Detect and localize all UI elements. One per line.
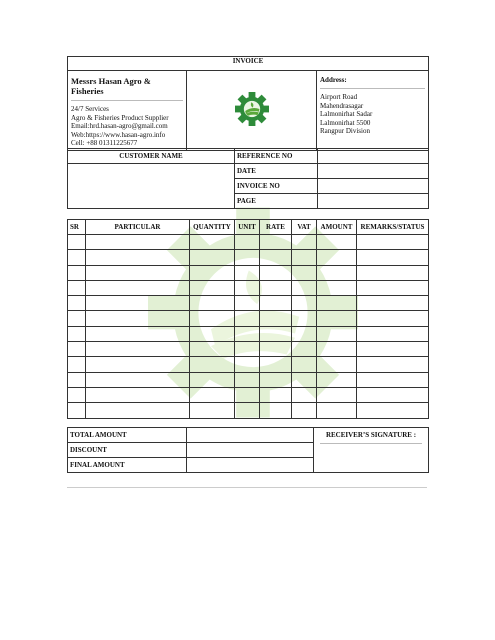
item-cell[interactable]: [235, 296, 260, 311]
table-row: [68, 250, 429, 265]
table-row: [68, 403, 429, 418]
item-cell[interactable]: [86, 357, 190, 372]
item-cell[interactable]: [190, 265, 235, 280]
final-amount-value[interactable]: [187, 458, 314, 473]
item-cell[interactable]: [235, 357, 260, 372]
receiver-signature-label: RECEIVER’S SIGNATURE :: [325, 431, 417, 439]
gear-leaf-logo-icon: [235, 92, 269, 126]
table-row: [68, 296, 429, 311]
table-row: [68, 235, 429, 250]
company-block: [68, 71, 187, 151]
item-cell[interactable]: [357, 296, 429, 311]
item-cell[interactable]: [190, 357, 235, 372]
item-cell[interactable]: [292, 357, 317, 372]
item-cell[interactable]: [86, 250, 190, 265]
total-amount-value[interactable]: [187, 428, 314, 443]
page-label: PAGE: [235, 194, 318, 209]
page-value[interactable]: [318, 194, 429, 209]
item-cell[interactable]: [68, 357, 86, 372]
item-cell[interactable]: [190, 403, 235, 418]
items-table: [67, 219, 429, 419]
item-cell[interactable]: [86, 387, 190, 402]
item-cell[interactable]: [292, 372, 317, 387]
item-cell[interactable]: [235, 372, 260, 387]
item-cell[interactable]: [317, 265, 357, 280]
item-cell[interactable]: [190, 387, 235, 402]
table-row: [68, 342, 429, 357]
col-sr: SR: [68, 220, 86, 235]
item-cell[interactable]: [190, 342, 235, 357]
item-cell[interactable]: [292, 280, 317, 295]
customer-info-table: [67, 148, 429, 209]
item-cell[interactable]: [260, 357, 292, 372]
col-vat: VAT: [292, 220, 317, 235]
address-line: Lalmonirhat 5500: [320, 118, 371, 127]
item-cell[interactable]: [235, 403, 260, 418]
item-cell[interactable]: [260, 403, 292, 418]
item-cell[interactable]: [190, 235, 235, 250]
logo-cell: [187, 71, 317, 151]
company-line: Email:hrd.hasan-agro@gmail.com: [71, 122, 168, 131]
item-cell[interactable]: [68, 326, 86, 341]
item-cell[interactable]: [260, 326, 292, 341]
total-amount-label: TOTAL AMOUNT: [68, 428, 187, 443]
table-row: [68, 387, 429, 402]
invoice-no-value[interactable]: [318, 179, 429, 194]
item-cell[interactable]: [292, 265, 317, 280]
item-cell[interactable]: [317, 372, 357, 387]
item-cell[interactable]: [260, 372, 292, 387]
item-cell[interactable]: [68, 235, 86, 250]
invoice-title: INVOICE: [68, 57, 429, 71]
item-cell[interactable]: [357, 326, 429, 341]
item-cell[interactable]: [260, 280, 292, 295]
item-cell[interactable]: [292, 311, 317, 326]
item-cell[interactable]: [235, 342, 260, 357]
table-row: [68, 372, 429, 387]
item-cell[interactable]: [190, 296, 235, 311]
totals-table: [67, 427, 429, 473]
item-cell[interactable]: [317, 403, 357, 418]
table-row: [68, 326, 429, 341]
item-cell[interactable]: [317, 357, 357, 372]
table-row: [68, 357, 429, 372]
item-cell[interactable]: [86, 311, 190, 326]
item-cell[interactable]: [292, 387, 317, 402]
item-cell[interactable]: [235, 311, 260, 326]
item-cell[interactable]: [260, 342, 292, 357]
item-cell[interactable]: [317, 387, 357, 402]
company-name: Messrs Hasan Agro & Fisheries: [71, 76, 151, 96]
item-cell[interactable]: [86, 326, 190, 341]
customer-name-label: CUSTOMER NAME: [68, 149, 235, 164]
item-cell[interactable]: [68, 372, 86, 387]
item-cell[interactable]: [235, 280, 260, 295]
item-cell[interactable]: [190, 250, 235, 265]
bottom-divider: [67, 487, 427, 488]
item-cell[interactable]: [292, 296, 317, 311]
address-line: Mahendrasagar: [320, 101, 364, 110]
col-quantity: QUANTITY: [190, 220, 235, 235]
item-cell[interactable]: [86, 296, 190, 311]
reference-no-value[interactable]: [318, 149, 429, 164]
item-cell[interactable]: [190, 311, 235, 326]
item-cell[interactable]: [292, 342, 317, 357]
item-cell[interactable]: [292, 235, 317, 250]
final-amount-label: FINAL AMOUNT: [68, 458, 187, 473]
invoice-header-table: [67, 56, 429, 151]
table-row: [68, 311, 429, 326]
table-row: [68, 280, 429, 295]
address-label: Address:: [320, 76, 347, 84]
item-cell[interactable]: [68, 387, 86, 402]
company-line: Cell: +88 01311225677: [71, 139, 138, 148]
date-label: DATE: [235, 164, 318, 179]
item-cell[interactable]: [260, 311, 292, 326]
item-cell[interactable]: [68, 296, 86, 311]
item-cell[interactable]: [317, 311, 357, 326]
item-cell[interactable]: [260, 387, 292, 402]
col-remarks-status: REMARKS/STATUS: [357, 220, 429, 235]
item-cell[interactable]: [317, 296, 357, 311]
item-cell[interactable]: [190, 326, 235, 341]
company-line: 24/7 Services: [71, 105, 109, 113]
item-cell[interactable]: [292, 250, 317, 265]
item-cell[interactable]: [86, 280, 190, 295]
item-cell[interactable]: [68, 342, 86, 357]
address-block: [317, 71, 429, 151]
item-cell[interactable]: [357, 250, 429, 265]
discount-label: DISCOUNT: [68, 443, 187, 458]
item-cell[interactable]: [235, 250, 260, 265]
item-cell[interactable]: [68, 311, 86, 326]
col-amount: AMOUNT: [317, 220, 357, 235]
item-cell[interactable]: [235, 387, 260, 402]
address-line: Rangpur Division: [320, 127, 370, 136]
item-cell[interactable]: [235, 326, 260, 341]
item-cell[interactable]: [86, 265, 190, 280]
item-cell[interactable]: [190, 372, 235, 387]
item-cell[interactable]: [317, 235, 357, 250]
company-line: Web:https://www.hasan-agro.info: [71, 130, 166, 139]
discount-value[interactable]: [187, 443, 314, 458]
address-line: Lalmonirhat Sadar: [320, 110, 373, 119]
item-cell[interactable]: [317, 280, 357, 295]
item-cell[interactable]: [357, 265, 429, 280]
item-cell[interactable]: [68, 265, 86, 280]
item-cell[interactable]: [317, 342, 357, 357]
address-line: Airport Road: [320, 93, 358, 101]
item-cell[interactable]: [86, 235, 190, 250]
item-cell[interactable]: [292, 326, 317, 341]
company-line: Agro & Fisheries Product Supplier: [71, 113, 169, 122]
item-cell[interactable]: [68, 403, 86, 418]
item-cell[interactable]: [317, 250, 357, 265]
item-cell[interactable]: [260, 296, 292, 311]
item-cell[interactable]: [292, 403, 317, 418]
items-header-row: [68, 220, 429, 235]
item-cell[interactable]: [317, 326, 357, 341]
customer-name-value[interactable]: [68, 164, 235, 209]
item-cell[interactable]: [357, 372, 429, 387]
item-cell[interactable]: [235, 265, 260, 280]
reference-no-label: REFERENCE NO: [235, 149, 318, 164]
invoice-no-label: INVOICE NO: [235, 179, 318, 194]
col-rate: RATE: [260, 220, 292, 235]
item-cell[interactable]: [357, 357, 429, 372]
col-particular: PARTICULAR: [86, 220, 190, 235]
item-cell[interactable]: [68, 250, 86, 265]
item-cell[interactable]: [86, 403, 190, 418]
date-value[interactable]: [318, 164, 429, 179]
item-cell[interactable]: [357, 403, 429, 418]
item-cell[interactable]: [357, 387, 429, 402]
item-cell[interactable]: [86, 342, 190, 357]
item-cell[interactable]: [235, 235, 260, 250]
item-cell[interactable]: [357, 235, 429, 250]
receiver-signature-block: [314, 428, 429, 473]
item-cell[interactable]: [357, 280, 429, 295]
item-cell[interactable]: [357, 311, 429, 326]
col-unit: UNIT: [235, 220, 260, 235]
item-cell[interactable]: [357, 342, 429, 357]
item-cell[interactable]: [260, 250, 292, 265]
item-cell[interactable]: [86, 372, 190, 387]
item-cell[interactable]: [68, 280, 86, 295]
item-cell[interactable]: [260, 235, 292, 250]
item-cell[interactable]: [260, 265, 292, 280]
item-cell[interactable]: [190, 280, 235, 295]
table-row: [68, 265, 429, 280]
